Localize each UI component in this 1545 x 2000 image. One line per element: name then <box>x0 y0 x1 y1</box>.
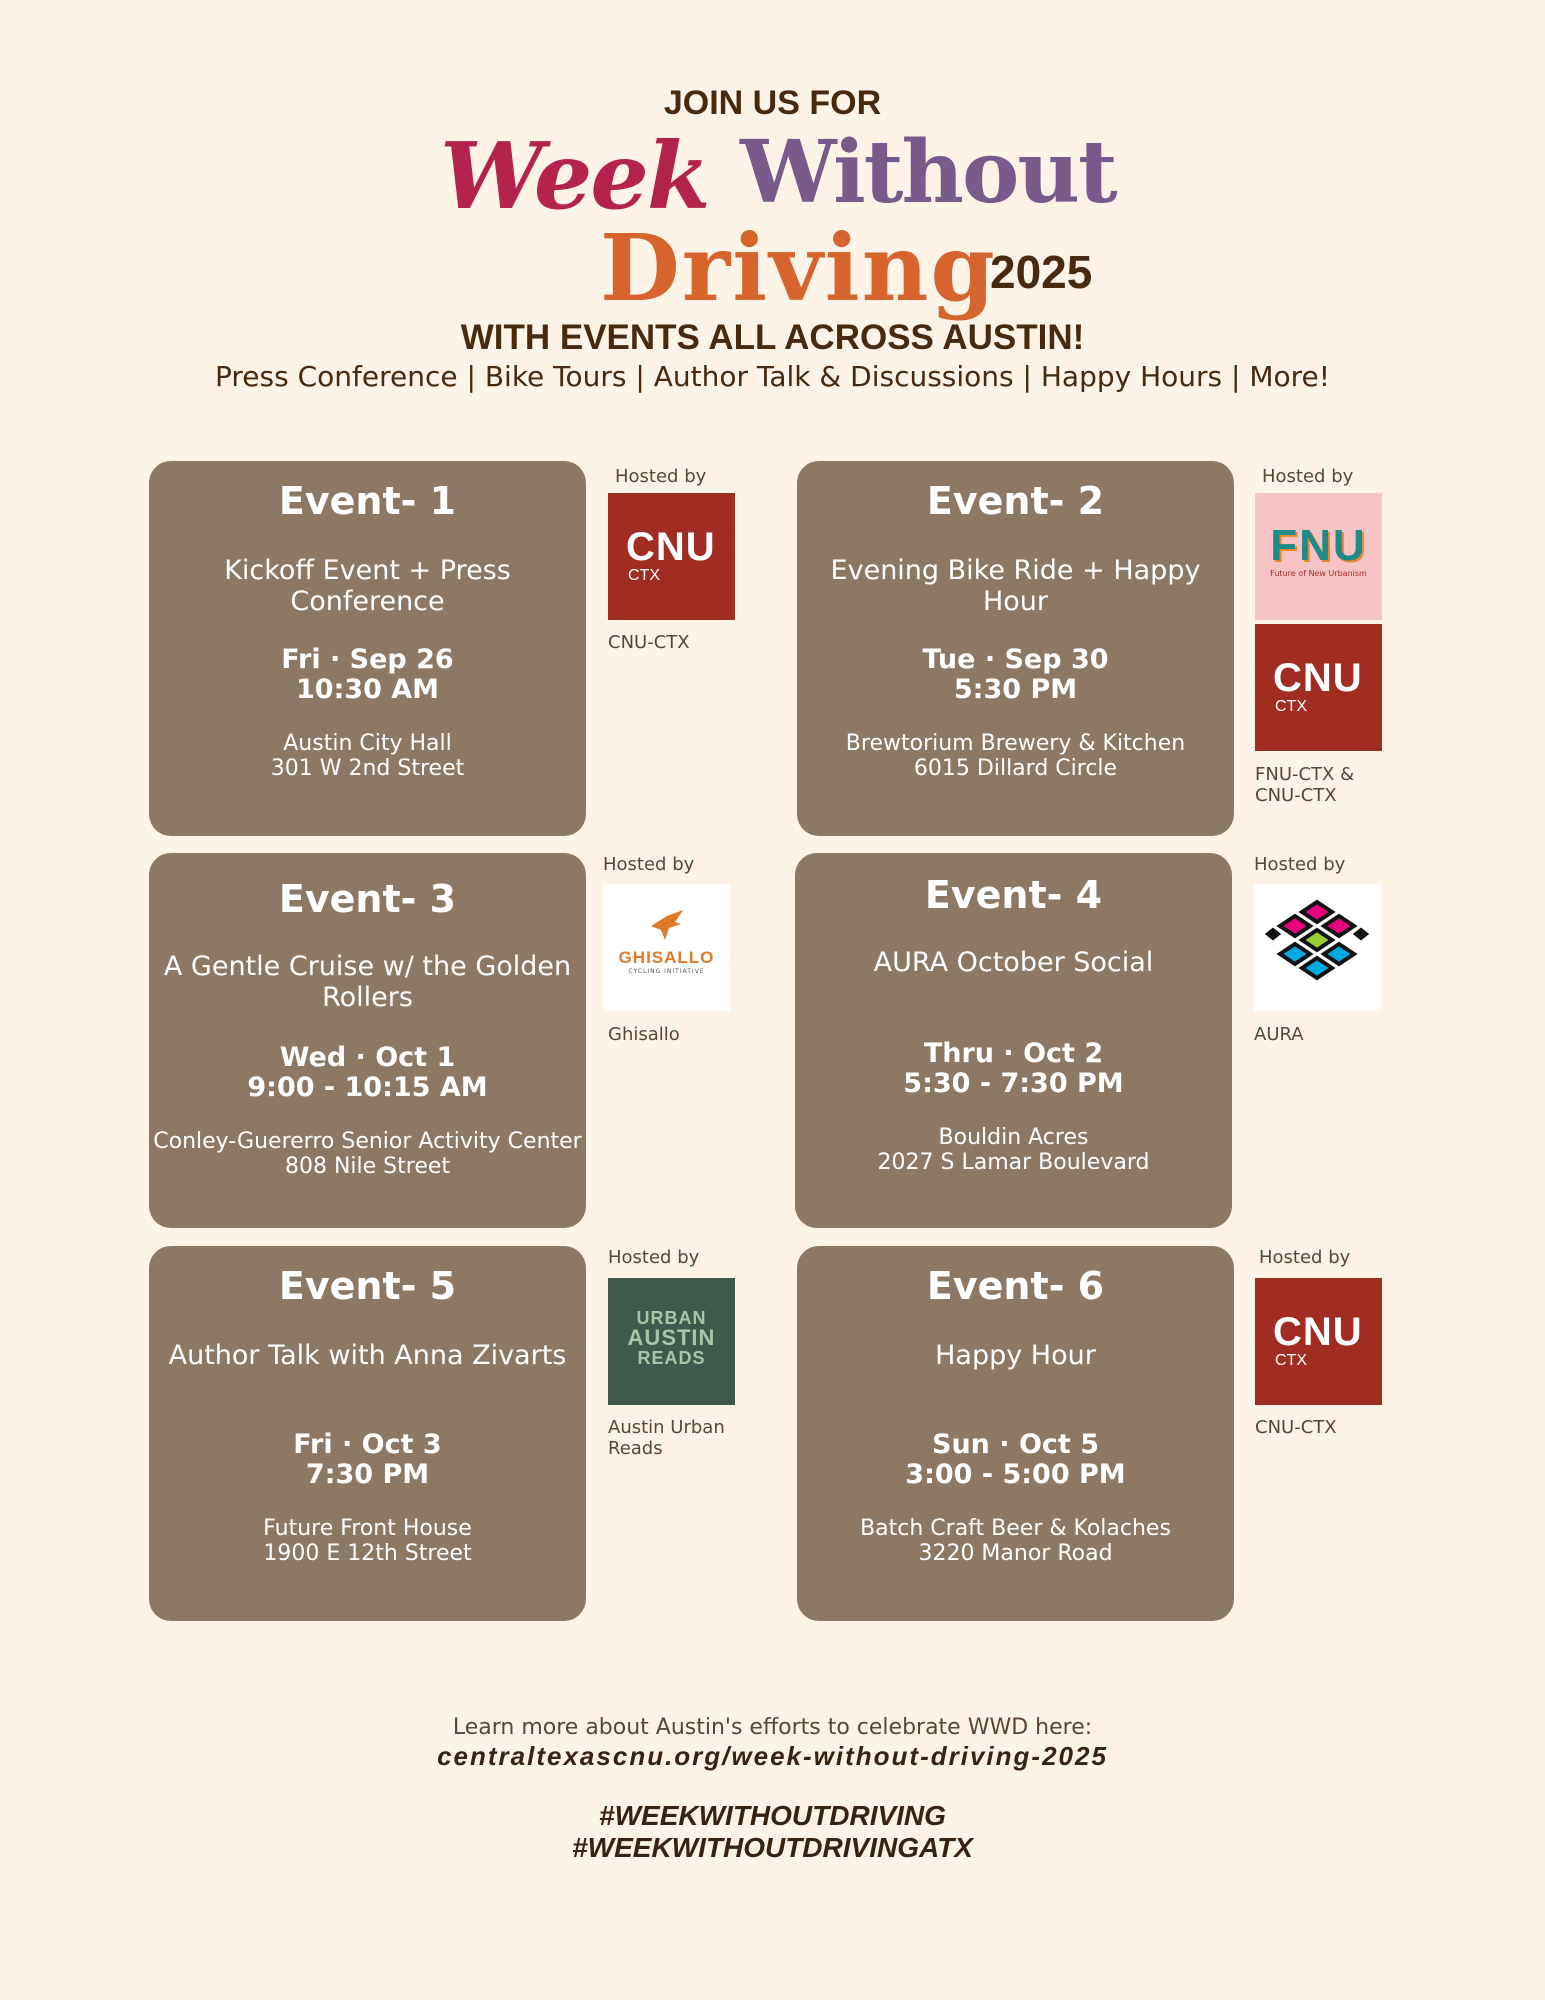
event-name: Kickoff Event + Press Conference <box>224 555 511 617</box>
event-card-4 <box>795 853 1232 1228</box>
title-word-week: Week <box>440 122 709 230</box>
event-name: Happy Hour <box>935 1340 1096 1371</box>
cnu-ctx-logo: CNU CTX <box>1255 1278 1382 1405</box>
event-time: 9:00 - 10:15 AM <box>247 1072 488 1103</box>
host-name: CNU-CTX <box>1255 1417 1337 1438</box>
learn-more-text: Learn more about Austin's efforts to celebrate WWD here: <box>452 1715 1093 1740</box>
event-card-1 <box>149 461 586 836</box>
hosted-by-label: Hosted by <box>1254 854 1346 875</box>
event-venue: Batch Craft Beer & Kolaches <box>860 1516 1171 1541</box>
bird-icon <box>647 908 687 944</box>
event-day: Tue · Sep 30 <box>922 644 1109 675</box>
hosted-by-label: Hosted by <box>1262 466 1354 487</box>
event-card-3 <box>149 853 586 1228</box>
event-day: Fri · Oct 3 <box>293 1429 442 1460</box>
event-day: Sun · Oct 5 <box>932 1429 1099 1460</box>
fnu-logo: FNU Future of New Urbanism <box>1255 493 1382 620</box>
host-name: AURA <box>1254 1024 1304 1045</box>
event-address: 808 Nile Street <box>284 1154 451 1179</box>
website-link[interactable]: centraltexascnu.org/week-without-driving-2025 <box>437 1741 1108 1771</box>
event-venue: Future Front House <box>263 1516 472 1541</box>
join-us-heading: JOIN US FOR <box>663 84 882 122</box>
event-time: 3:00 - 5:00 PM <box>905 1459 1126 1490</box>
subtitle: WITH EVENTS ALL ACROSS AUSTIN! <box>460 318 1085 357</box>
event-name: A Gentle Cruise w/ the Golden Rollers <box>163 951 572 1013</box>
cnu-ctx-logo: CNU CTX <box>1255 624 1382 751</box>
aura-logo <box>1254 884 1381 1011</box>
hosted-by-label: Hosted by <box>615 466 707 487</box>
host-name: CNU-CTX <box>1255 785 1337 806</box>
event-time: 5:30 PM <box>953 674 1078 705</box>
ghisallo-logo: GHISALLO CYCLING INITIATIVE <box>603 884 730 1011</box>
event-address: 2027 S Lamar Boulevard <box>877 1150 1150 1175</box>
event-label: Event- 6 <box>926 1264 1105 1308</box>
event-name: Evening Bike Ride + Happy Hour <box>830 555 1201 617</box>
event-address: 6015 Dillard Circle <box>913 756 1118 781</box>
title-year: 2025 <box>990 246 1093 298</box>
host-name: FNU-CTX & <box>1255 764 1355 785</box>
event-time: 7:30 PM <box>305 1459 430 1490</box>
host-name: Ghisallo <box>608 1024 680 1045</box>
hashtag-weekwithoutdriving: #WEEKWITHOUTDRIVING <box>599 1800 946 1831</box>
event-day: Thru · Oct 2 <box>923 1038 1104 1069</box>
hosted-by-label: Hosted by <box>608 1247 700 1268</box>
host-name: Reads <box>608 1438 663 1459</box>
event-card-6 <box>797 1246 1234 1621</box>
hashtag-weekwithoutdrivingatx: #WEEKWITHOUTDRIVINGATX <box>572 1832 973 1863</box>
tagline: Press Conference | Bike Tours | Author Talk & Discussions | Happy Hours | More! <box>215 360 1330 393</box>
event-address: 3220 Manor Road <box>918 1541 1113 1566</box>
title-word-driving: Driving <box>600 214 997 322</box>
event-name: AURA October Social <box>873 947 1154 978</box>
event-venue: Brewtorium Brewery & Kitchen <box>845 731 1186 756</box>
event-label: Event- 4 <box>924 873 1103 917</box>
event-day: Wed · Oct 1 <box>279 1042 456 1073</box>
hosted-by-label: Hosted by <box>603 854 695 875</box>
event-time: 10:30 AM <box>295 674 440 705</box>
event-label: Event- 1 <box>278 479 457 523</box>
event-time: 5:30 - 7:30 PM <box>903 1068 1124 1099</box>
event-address: 301 W 2nd Street <box>270 756 465 781</box>
event-venue: Austin City Hall <box>283 731 452 756</box>
urban-austin-reads-logo: URBAN AUSTIN READS <box>608 1278 735 1405</box>
event-card-5 <box>149 1246 586 1621</box>
host-name: Austin Urban <box>608 1417 725 1438</box>
event-label: Event- 5 <box>278 1264 457 1308</box>
title-word-without: Without <box>740 122 1116 223</box>
event-venue: Conley-Guererro Senior Activity Center <box>153 1129 582 1154</box>
event-name: Author Talk with Anna Zivarts <box>168 1340 567 1371</box>
event-card-2 <box>797 461 1234 836</box>
event-day: Fri · Sep 26 <box>281 644 454 675</box>
event-venue: Bouldin Acres <box>938 1125 1089 1150</box>
hosted-by-label: Hosted by <box>1259 1247 1351 1268</box>
event-label: Event- 2 <box>926 479 1105 523</box>
event-address: 1900 E 12th Street <box>263 1541 472 1566</box>
aura-diamond-grid-icon <box>1254 884 1381 1011</box>
cnu-ctx-logo: CNU CTX <box>608 493 735 620</box>
host-name: CNU-CTX <box>608 632 690 653</box>
event-label: Event- 3 <box>278 877 457 921</box>
